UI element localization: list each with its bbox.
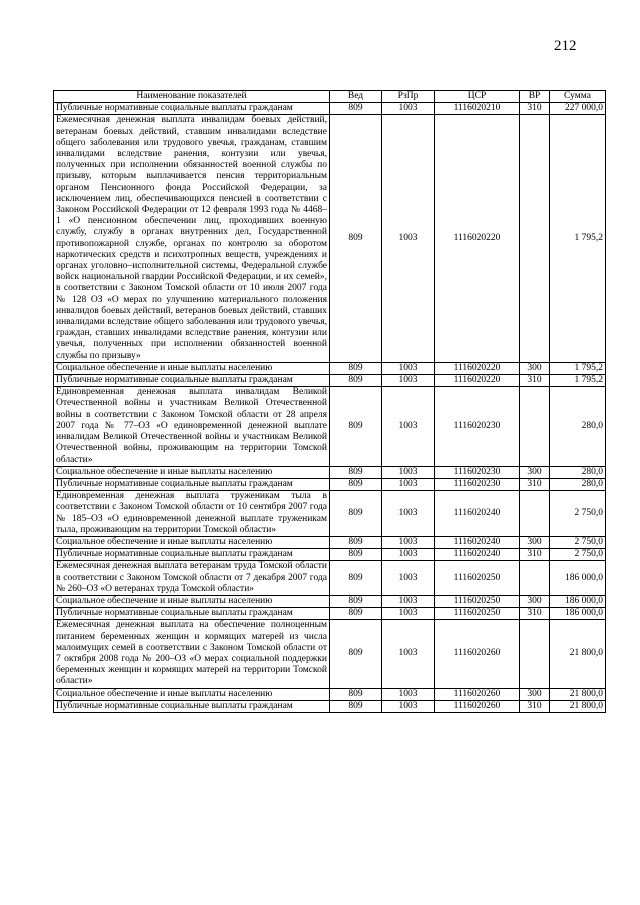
cell-vr [520,115,550,362]
table-row [54,549,606,561]
cell-csr: 1116020230 [435,478,520,490]
table-row [54,536,606,548]
cell-ved: 809 [330,536,382,548]
table-row [54,561,606,596]
cell-vr [520,387,550,466]
cell-rzpr: 1003 [382,362,435,374]
table-header-row [54,91,606,103]
cell-csr: 1116020230 [435,466,520,478]
table-row [54,115,606,362]
cell-name: Публичные нормативные социальные выплаты гражданам [54,375,330,387]
cell-sum: 1 795,2 [550,362,606,374]
cell-vr: 310 [520,700,550,712]
header-vr: ВР [520,91,550,103]
cell-vr: 310 [520,478,550,490]
cell-name: Социальное обеспечение и иные выплаты населению [54,536,330,548]
cell-rzpr: 1003 [382,115,435,362]
table-row [54,595,606,607]
cell-sum: 21 800,0 [550,688,606,700]
cell-sum: 280,0 [550,387,606,466]
table-row [54,608,606,620]
cell-sum: 186 000,0 [550,595,606,607]
cell-name: Социальное обеспечение и иные выплаты населению [54,595,330,607]
cell-csr: 1116020220 [435,375,520,387]
cell-vr: 310 [520,549,550,561]
header-name: Наименование показателей [54,91,330,103]
cell-vr [520,620,550,688]
cell-rzpr: 1003 [382,688,435,700]
cell-name: Социальное обеспечение и иные выплаты населению [54,362,330,374]
cell-csr: 1116020240 [435,536,520,548]
cell-csr: 1116020250 [435,608,520,620]
table-row [54,478,606,490]
budget-table [53,90,606,713]
table-row [54,700,606,712]
table-row [54,620,606,688]
cell-name: Ежемесячная денежная выплата ветеранам труда Томской области в соответствии с Законом Томской области от 7 декабря 2007 года № 260–ОЗ «О ветеранах труда Томской области» [54,561,330,596]
table-row [54,466,606,478]
cell-ved: 809 [330,362,382,374]
cell-sum: 2 750,0 [550,536,606,548]
cell-name: Ежемесячная денежная выплата на обеспечение полноценным питанием беременных женщин и кормящих матерей из числа малоимущих семей в соответствии с Законом Томской области от 7 октября 2008 года № 200–ОЗ «О мерах социальной поддержки беременных женщин и кормящих матерей на территории Томской области» [54,620,330,688]
cell-rzpr: 1003 [382,491,435,537]
cell-rzpr: 1003 [382,103,435,115]
cell-csr: 1116020260 [435,620,520,688]
cell-rzpr: 1003 [382,387,435,466]
cell-csr: 1116020220 [435,115,520,362]
cell-name: Публичные нормативные социальные выплаты гражданам [54,700,330,712]
cell-rzpr: 1003 [382,620,435,688]
header-ved: Вед [330,91,382,103]
cell-ved: 809 [330,466,382,478]
cell-vr: 300 [520,362,550,374]
cell-csr: 1116020250 [435,561,520,596]
cell-ved: 809 [330,491,382,537]
cell-csr: 1116020250 [435,595,520,607]
cell-ved: 809 [330,115,382,362]
cell-csr: 1116020220 [435,362,520,374]
cell-ved: 809 [330,375,382,387]
cell-sum: 2 750,0 [550,549,606,561]
cell-ved: 809 [330,478,382,490]
cell-vr: 300 [520,536,550,548]
cell-name: Публичные нормативные социальные выплаты гражданам [54,478,330,490]
cell-ved: 809 [330,608,382,620]
cell-sum: 280,0 [550,478,606,490]
cell-rzpr: 1003 [382,375,435,387]
cell-vr [520,561,550,596]
cell-sum: 2 750,0 [550,491,606,537]
cell-sum: 186 000,0 [550,561,606,596]
cell-sum: 280,0 [550,466,606,478]
cell-csr: 1116020230 [435,387,520,466]
table-row [54,491,606,537]
cell-sum: 21 800,0 [550,620,606,688]
cell-sum: 21 800,0 [550,700,606,712]
cell-csr: 1116020260 [435,700,520,712]
cell-rzpr: 1003 [382,595,435,607]
cell-csr: 1116020260 [435,688,520,700]
cell-rzpr: 1003 [382,478,435,490]
header-rzpr: РзПр [382,91,435,103]
cell-ved: 809 [330,561,382,596]
page-number: 212 [554,38,577,54]
cell-rzpr: 1003 [382,561,435,596]
cell-vr: 300 [520,466,550,478]
cell-ved: 809 [330,387,382,466]
cell-ved: 809 [330,595,382,607]
cell-ved: 809 [330,688,382,700]
cell-name: Единовременная денежная выплата инвалидам Великой Отечественной войны и участникам Великой Отечественной войны в соответствии с Законом Томской области от 28 апреля 2007 года № 77–ОЗ «О единовременной денежной выплате инвалидам Великой Отечественной войны и участникам Великой Отечественной войны, проживающим на территории Томской области» [54,387,330,466]
cell-sum: 1 795,2 [550,375,606,387]
cell-sum: 227 000,0 [550,103,606,115]
cell-csr: 1116020240 [435,491,520,537]
cell-name: Публичные нормативные социальные выплаты гражданам [54,549,330,561]
table-row [54,103,606,115]
cell-vr [520,491,550,537]
cell-name: Социальное обеспечение и иные выплаты населению [54,466,330,478]
cell-rzpr: 1003 [382,466,435,478]
header-sum: Сумма [550,91,606,103]
cell-sum: 186 000,0 [550,608,606,620]
cell-rzpr: 1003 [382,549,435,561]
cell-vr: 310 [520,608,550,620]
table-row [54,362,606,374]
cell-rzpr: 1003 [382,608,435,620]
cell-ved: 809 [330,620,382,688]
cell-vr: 310 [520,103,550,115]
cell-name: Публичные нормативные социальные выплаты гражданам [54,608,330,620]
header-csr: ЦСР [435,91,520,103]
cell-ved: 809 [330,549,382,561]
cell-csr: 1116020240 [435,549,520,561]
cell-vr: 310 [520,375,550,387]
table-row [54,387,606,466]
cell-name: Единовременная денежная выплата труженикам тыла в соответствии с Законом Томской области от 10 сентября 2007 года № 185–ОЗ «О единовременной денежной выплате труженикам тыла, проживающим на территории Томской области» [54,491,330,537]
cell-name: Ежемесячная денежная выплата инвалидам боевых действий, ветеранам боевых действий, ставшим инвалидами вследствие общего заболевания или трудового увечья, гражданам, ставшим инвалидами вследствие ранения, контузии или увечья, полученных при исполнении обязанностей военной службы по призыву, которым выплачивается пенсия территориальным органом Пенсионного фонда Российской Федерации, за исключением лиц, обеспечивающихся пенсией в соответствии с Законом Российской Федерации от 12 февраля 1993 года № 4468–1 «О пенсионном обеспечении лиц, проходивших военную службу, службу в органах внутренних дел, Государственной противопожарной службе, органах по контролю за оборотом наркотических средств и психотропных веществ, учреждениях и органах уголовно–исполнительной системы, Федеральной службе войск национальной гвардии Российской Федерации, и их семей», в соответствии с Законом Томской области от 10 июля 2007 года № 128 ОЗ «О мерах по улучшению материального положения инвалидов боевых действий, ветеранов боевых действий, ставших инвалидами вследствие общего заболевания или трудового увечья, граждан, ставших инвалидами вследствие ранения, контузии или увечья, полученных при исполнении обязанностей военной службы по призыву» [54,115,330,362]
cell-csr: 1116020210 [435,103,520,115]
table-row [54,375,606,387]
cell-sum: 1 795,2 [550,115,606,362]
cell-vr: 300 [520,688,550,700]
cell-name: Социальное обеспечение и иные выплаты населению [54,688,330,700]
table-row [54,688,606,700]
cell-rzpr: 1003 [382,700,435,712]
cell-ved: 809 [330,700,382,712]
cell-rzpr: 1003 [382,536,435,548]
cell-name: Публичные нормативные социальные выплаты гражданам [54,103,330,115]
cell-vr: 300 [520,595,550,607]
cell-ved: 809 [330,103,382,115]
